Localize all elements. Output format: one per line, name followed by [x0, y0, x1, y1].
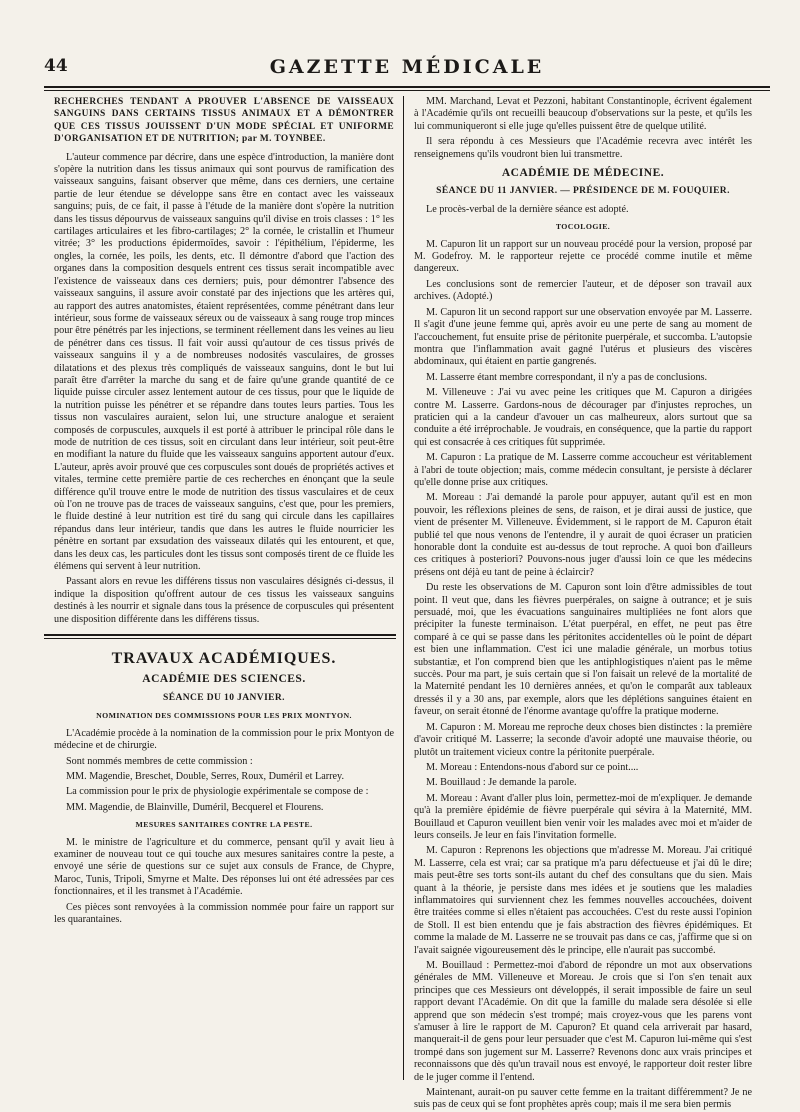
- paragraph: La commission pour le prix de physiologie expérimentale se compose de :: [66, 786, 369, 798]
- paragraph: Les conclusions sont de remercier l'auteur, et de déposer son travail aux archives. (Adopté.): [414, 278, 752, 303]
- paragraph: Ces pièces sont renvoyées à la commission nommée pour faire un rapport sur les quarantaines.: [54, 901, 394, 925]
- topic-heading: TOCOLOGIE.: [555, 222, 611, 232]
- subsection-heading: ACADÉMIE DE MÉDECINE.: [501, 167, 665, 180]
- paragraph: M. Bouillaud : Je demande la parole.: [426, 777, 577, 789]
- paragraph: L'auteur commence par décrire, dans une espèce d'introduction, la manière dont s'opère la nutrition dans les tissus animaux qui sont pourvus de ramification des vaisseaux sanguins, faisant observer que même, dans ces derniers, une certaine partie de leur étendue se développe sans être en contact avec les vaisseaux sanguins; puis, de ce fait, il passe à l'étude de la manière dont s'opère la nutrition dans les tissus dépourvus de vaisseaux sanguins qu'il divise en trois classes : 1° les cartilages articulaires et les fibro-cartilages; 2° la cornée, le cristallin et l'humeur vitrée; 3° les productions épidermoïdes, savoir : l'épithélium, l'épiderme, les ongles, la cornée, les poils, les dents, etc. Il démontre d'abord que l'action des organes dans la composition desquels entrent ces tissus serait incompatible avec l'existence de vaisseaux dans ces derniers; puis, pour démontrer l'absence des vaisseaux sanguins, il assure avoir constaté par des injections que les artères qui, au rapport des autres anatomistes, étaient représentées, comme pénétrant dans leur intérieur, sous forme de vaisseaux séreux ou de vaisseaux à sang rouge trop minces pour être pénétrés par les injections, se terminent réellement dans les veines au lieu de pénétrer dans ces tissus. Il fait voir aussi qu'autour de ces tissus privés de vaisseaux sanguins il y a de nombreuses nodosités vasculaires, de grosses dilatations et des plexus très compliqués de vaisseaux sanguins, dont le but lui paraît être d'arrêter la marche du sang et de faire qu'une grande quantité de ce liquide puisse circuler assez lentement autour de ces tissus, pour que le liquide de la nutrition puisse les pénétrer et se répandre dans toutes leurs parties. Tous les tissus non vasculaires auraient, selon lui, une structure analogue et seraient composés de corpuscules, auxquels il est porté à attribuer le principal rôle dans le mode de nutrition de ces tissus, soit en circulant dans leur intérieur, soit peut-être en modifiant la nature du fluide que les vaisseaux sanguins apportent autour d'eux. L'auteur, après avoir prouvé que ces corpuscules sont doués de propriétés actives et vitales, termine cette première partie de ces recherches en énonçant que la seule différence qu'il trouve entre le mode de nutrition des tissus vasculaires et de ceux où l'on ne trouve pas de traces de vaisseaux sanguins, c'est que, pour les premiers, le fluide destiné à leur nutrition est tiré du sang qui circule dans les capillaires répandus dans leur intérieur, tandis que dans les autres le fluide nourricier les pénètre en sortant par exsudation des vaisseaux dilatés qui les entourent, et que, dans les deux cas, les particules dont les tissus sont composés tirent de ce fluide les élémens qui servent à leur nutrition.: [54, 151, 394, 573]
- paragraph: Sont nommés membres de cette commission :: [66, 755, 253, 767]
- paragraph: L'Académie procède à la nomination de la commission pour le prix Montyon de médecine et de chirurgie.: [54, 727, 394, 752]
- paragraph: Il sera répondu à ces Messieurs que l'Académie recevra avec intérêt les renseignemens qu'ils voudront bien lui transmettre.: [414, 136, 752, 160]
- paragraph: M. Capuron : La pratique de M. Lasserre comme accoucheur est véritablement à l'abri de toute objection; mais, comme médecin consultant, je persiste à déclarer qu'elle donne prise aux critiques.: [414, 452, 752, 488]
- header-rule: [44, 86, 770, 91]
- paragraph: M. Moreau : Avant d'aller plus loin, permettez-moi de m'expliquer. Je demande qu'à la première épidémie de fièvre puerpérale qui sévira à la Maternité, MM. Bouillaud et Capuron veuillent bien venir voir les malades avec moi et m'aider de leurs conseils. Je leur en fais l'invitation formelle.: [414, 792, 752, 841]
- paragraph: M. Moreau : Entendons-nous d'abord sur ce point....: [426, 761, 639, 773]
- paragraph: MM. Magendie, Breschet, Double, Serres, Roux, Duméril et Larrey.: [66, 770, 345, 782]
- paragraph: MM. Magendie, de Blainville, Duméril, Becquerel et Flourens.: [66, 801, 324, 813]
- paragraph: M. Capuron : Reprenons les objections que m'adresse M. Moreau. J'ai critiqué M. Lasserre, cela est vrai; car sa pratique m'a paru défectueuse et j'ai dû le dire; mais peut-être ses torts sont-ils autant du chef des consultans que du sien. Mais quant à la théorie, je persiste dans mes idées et je soutiens que les maladies inflammatoires qui surviennent chez les femmes nouvelles accouchées, doivent être traitées comme si elles n'étaient pas accouchées. C'est du reste aussi l'opinion de Stoll. Il est bien entendu que je fais abstraction des fièvres épidémiques. Et comme la malade de M. Lasserre ne se trouvait pas dans ce cas, j'affirme que si on l'avait saignée vigoureusement dès le principe, elle n'aurait pas succombé.: [414, 845, 752, 956]
- paragraph: Le procès-verbal de la dernière séance est adopté.: [426, 203, 629, 215]
- column-divider: [403, 96, 404, 1080]
- paragraph: M. Capuron lit un rapport sur un nouveau procédé pour la version, proposé par M. Godefroy. M. le rapporteur rejette ce procédé comme inutile et même dangereux.: [414, 238, 752, 275]
- page-header: [44, 56, 770, 86]
- topic-heading: NOMINATION DES COMMISSIONS POUR LES PRIX MONTYON.: [96, 711, 352, 721]
- paragraph: MM. Marchand, Levat et Pezzoni, habitant Constantinople, écrivent également à l'Académie qu'ils ont recueilli beaucoup d'observations sur la peste, et qu'ils les lui communiqueront si elle juge qu'elles puissent être de quelque utilité.: [414, 96, 752, 132]
- paragraph: M. le ministre de l'agriculture et du commerce, pensant qu'il y avait lieu à examiner de nouveau tout ce qui touche aux mesures sanitaires contre la peste, a envoyé une série de questions sur ce sujet aux consuls de France, de Chypre, Maroc, Tunis, Tripoli, Smyrne et Malte. Des réponses lui ont été adressées par ces fonctionnaires, et il les transmet à l'Académie.: [54, 836, 394, 898]
- paragraph: Maintenant, aurait-on pu sauver cette femme en la traitant différemment? Je ne suis pas de ceux qui se font prophètes après coup; mais il me sera bien permis: [414, 1087, 752, 1111]
- left-column: [54, 96, 394, 1086]
- topic-heading: MESURES SANITAIRES CONTRE LA PESTE.: [135, 820, 313, 830]
- paragraph: M. Capuron lit un second rapport sur une observation envoyée par M. Lasserre. Il s'agit d'une jeune femme qui, après avoir eu une perte de sang au moment de l'accouchement, fut ensuite prise de péritonite puerpérale, et succomba. L'autopsie montra que l'inflammation avait gagné l'utérus et plusieurs des viscères abdominaux, qui étaient en partie gangrenés.: [414, 306, 752, 368]
- subsection-heading: ACADÉMIE DES SCIENCES.: [142, 673, 306, 686]
- page-number: 44: [44, 56, 68, 76]
- paragraph: M. Villeneuve : J'ai vu avec peine les critiques que M. Capuron a dirigées contre M. Lasserre. Gardons-nous de décourager par d'injustes reproches, un praticien qui a la candeur d'avouer un cas malheureux, alors surtout que sa conduite a été irréprochable. Je voudrais, en conséquence, que la partie du rapport qui est consacrée à ces critiques fût supprimée.: [414, 387, 752, 448]
- right-column: [414, 96, 752, 1111]
- session-heading: SÉANCE DU 10 JANVIER.: [163, 692, 285, 703]
- section-rule: [44, 634, 396, 639]
- paragraph: M. Capuron : M. Moreau me reproche deux choses bien distinctes : la première d'avoir critiqué M. Lasserre; la seconde d'avoir adopté une mauvaise théorie, ou plutôt un traitement vicieux contre la péritonite puerpérale.: [414, 721, 752, 758]
- section-heading: TRAVAUX ACADÉMIQUES.: [111, 650, 337, 668]
- article-title: RECHERCHES TENDANT A PROUVER L'ABSENCE DE VAISSEAUX SANGUINS DANS CERTAINS TISSUS ANIMAUX ET A DÉMONTRER QUE CES TISSUS JOUISSENT D'UN MODE SPÉCIAL ET UNIFORME D'ORGANISATION ET DE NUTRITION; par M. TOYNBEE.: [54, 97, 394, 145]
- paragraph: M. Bouillaud : Permettez-moi d'abord de répondre un mot aux observations générales de MM. Villeneuve et Moreau. Je crois que si l'on s'en tenait aux principes que ces Messieurs ont développés, il serait impossible de faire un seul rapport devant l'Académie. On dit que la famille du malade sera désolée si elle apprend que son médecin s'est trompé; mais croyez-vous que les parens vont s'amuser à lire le rapport de M. Capuron? Et quand cela arriverait par hasard, manquerait-il de gens pour leur persuader que c'est M. Capuron lui-même qui s'est trompé dans son jugement sur M. Lasserre? Revenons donc aux vrais principes et reconnaissons que dès qu'un travail nous est envoyé, le rapporteur doit rester libre de le juger comme il l'entend.: [414, 960, 752, 1083]
- paragraph: M. Lasserre étant membre correspondant, il n'y a pas de conclusions.: [426, 371, 708, 383]
- paragraph: Du reste les observations de M. Capuron sont loin d'être admissibles de tout point. Il veut que, dans les fièvres puerpérales, on saigne à outrance; et je suis persuadé, moi, que les évacuations sanguinaires multipliées ne font alors que précipiter la funeste terminaison. L'état puerpéral, en effet, ne peut pas être comparé à ce qui se passe dans les péritonites accidentelles où le point de départ est bien une inflammation. C'est ici une maladie générale, un morbus totius substantiæ, et l'on comprend bien que les antiphlogistiques n'aient pas le même succès. Pour ma part, je suis certain que si l'on faisait un relevé de la mortalité de la Maternité pendant les 10 dernières années, et qu'on le comparât aux tableaux dressés il y a 30 ans, par exemple, alors que les déplétions sanguines étaient en faveur, on serait étonné de l'énorme avantage qu'offre la pratique moderne.: [414, 582, 752, 718]
- paragraph: Passant alors en revue les différens tissus non vasculaires désignés ci-dessus, il indique la disposition qu'offrent autour de ces tissus les vaisseaux sanguins destinés à les nourrir et signale dans tous la présence de corpuscules qui présentent une disposition différente dans les différens tissus.: [54, 576, 394, 625]
- paragraph: M. Moreau : J'ai demandé la parole pour appuyer, autant qu'il est en mon pouvoir, les réflexions pleines de sens, de raison, et je dirai aussi de justice, que vient de présenter M. Villeneuve. Évidemment, si le rapport de M. Capuron était publié tel que nous venons de l'entendre, il y aurait de quoi écraser un praticien honorable dont la conduite est au-dessus de tout reproche. A quoi bon d'ailleurs ces critiques à posteriori? Pouvons-nous juger d'aussi loin ce que les médecins présens ont déjà eu tant de peine à éclaircir?: [414, 492, 752, 578]
- session-heading: SÉANCE DU 11 JANVIER. — PRÉSIDENCE DE M. FOUQUIER.: [436, 186, 730, 197]
- running-title: GAZETTE MÉDICALE: [269, 56, 545, 78]
